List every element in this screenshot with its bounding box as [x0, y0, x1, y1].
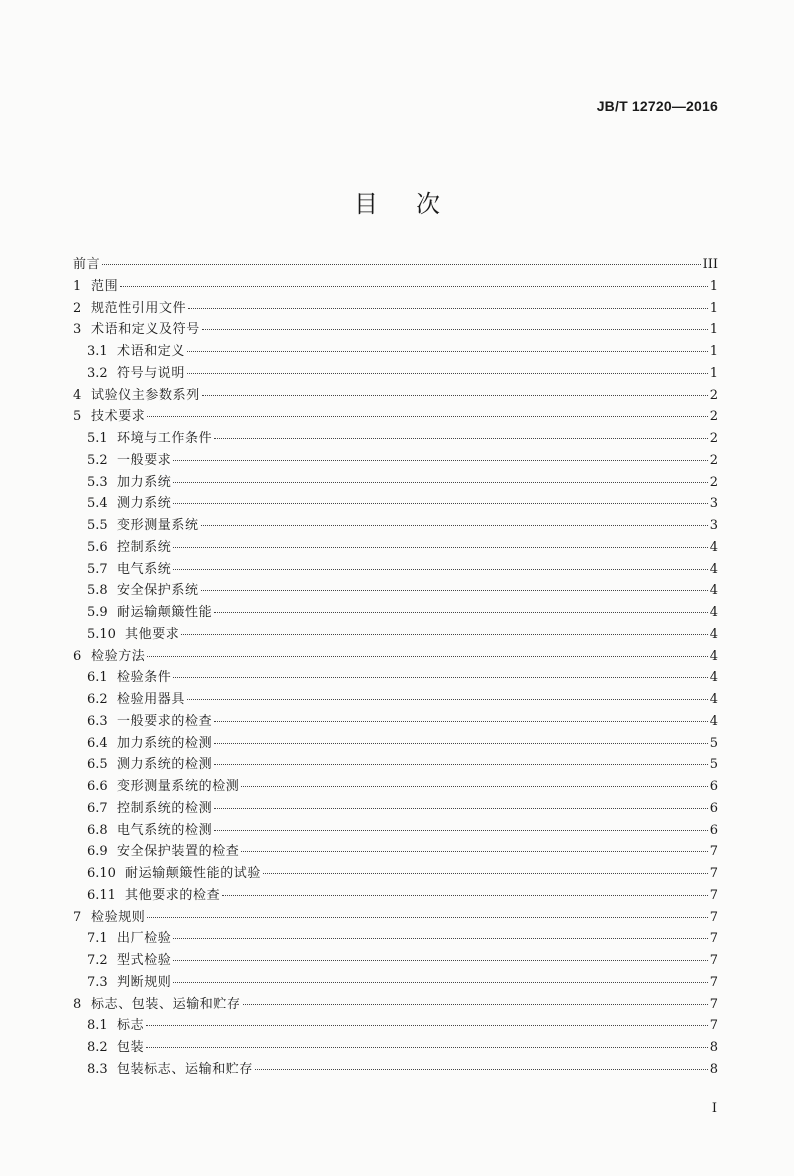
- toc-entry-page: 6: [709, 822, 718, 838]
- toc-entry-number: 4: [73, 387, 82, 403]
- toc-leader-dots: [147, 644, 707, 657]
- toc-entry-number: 6.11: [87, 887, 116, 903]
- toc-entry[interactable]: [73, 711, 718, 733]
- toc-entry-number: 5.8: [87, 583, 108, 599]
- toc-entry-number: 8.1: [87, 1018, 108, 1034]
- toc-entry-number: 8.3: [87, 1061, 108, 1077]
- toc-entry-number: 6.10: [87, 866, 116, 881]
- toc-entry-page: 7: [709, 996, 718, 1012]
- toc-entry-label: 检验方法: [91, 648, 146, 664]
- toc-leader-dots: [173, 665, 707, 678]
- toc-entry-number: 5.6: [87, 539, 108, 555]
- toc-leader-dots: [241, 774, 707, 787]
- toc-leader-dots: [214, 600, 708, 613]
- toc-entry-page: 1: [709, 300, 718, 316]
- toc-entry-page: 5: [709, 757, 718, 773]
- toc-entry-number: 6: [73, 648, 82, 664]
- toc-leader-dots: [146, 1013, 708, 1026]
- toc-entry[interactable]: [73, 646, 718, 668]
- toc-entry-label: 标志、包装、运输和贮存: [91, 996, 241, 1012]
- toc-leader-dots: [263, 861, 708, 874]
- toc-entry[interactable]: [73, 1037, 718, 1059]
- toc-entry-number: 7.2: [87, 953, 108, 968]
- toc-entry-page: 2: [709, 409, 718, 425]
- toc-entry-label: 测力系统: [117, 496, 172, 512]
- toc-leader-dots: [201, 578, 708, 591]
- toc-leader-dots: [202, 317, 708, 330]
- toc-leader-dots: [120, 274, 708, 287]
- toc-leader-dots: [147, 905, 707, 918]
- toc-entry[interactable]: [73, 276, 718, 298]
- toc-entry-page: 4: [709, 692, 718, 707]
- toc-entry-number: 6.4: [87, 735, 108, 751]
- toc-entry-number: 6.5: [87, 757, 108, 773]
- toc-entry[interactable]: [73, 798, 718, 820]
- toc-leader-dots: [243, 992, 708, 1005]
- toc-entry-label: 耐运输颠簸性能: [117, 605, 213, 620]
- toc-entry-number: 2: [73, 300, 82, 316]
- toc-entry-number: 3: [73, 322, 82, 338]
- toc-entry-label: 其他要求: [125, 626, 180, 642]
- toc-entry-page: 4: [709, 648, 718, 664]
- toc-leader-dots: [173, 491, 707, 504]
- toc-leader-dots: [214, 709, 708, 722]
- toc-entry[interactable]: [73, 428, 718, 450]
- toc-entry-page: 4: [709, 583, 718, 599]
- toc-entry-label: 型式检验: [117, 953, 172, 968]
- toc-entry-number: 1: [73, 278, 82, 294]
- toc-leader-dots: [187, 361, 708, 374]
- toc-entry[interactable]: [73, 754, 718, 776]
- toc-entry-page: 8: [709, 1040, 718, 1055]
- toc-entry-page: 7: [709, 1018, 718, 1034]
- toc-entry-label: 电气系统: [117, 561, 172, 577]
- toc-entry-page: 6: [709, 800, 718, 816]
- toc-leader-dots: [187, 687, 708, 700]
- toc-entry-page: 7: [709, 953, 718, 968]
- toc-entry-page: 5: [709, 735, 718, 751]
- toc-entry-page: 2: [709, 452, 718, 468]
- toc-entry[interactable]: [73, 667, 718, 689]
- toc-entry[interactable]: [73, 298, 718, 320]
- toc-entry[interactable]: [73, 363, 718, 385]
- toc-entry-page: 4: [709, 670, 718, 686]
- toc-entry-page: 1: [709, 344, 718, 359]
- toc-entry[interactable]: [73, 450, 718, 472]
- toc-leader-dots: [173, 470, 707, 483]
- toc-entry[interactable]: [73, 1015, 718, 1037]
- toc-entry-label: 判断规则: [117, 974, 172, 990]
- toc-entry-number: 5: [73, 409, 82, 425]
- toc-entry-label: 电气系统的检测: [117, 822, 213, 838]
- toc-entry[interactable]: [73, 928, 718, 950]
- toc-entry-label: 检验用器具: [117, 692, 186, 707]
- toc-entry[interactable]: [73, 559, 718, 581]
- toc-entry-page: 4: [709, 713, 718, 729]
- toc-entry-number: 6.1: [87, 670, 108, 686]
- toc-entry-number: 5.2: [87, 452, 108, 468]
- toc-entry-label: 检验条件: [117, 670, 172, 686]
- toc-entry-label: 控制系统: [117, 539, 172, 555]
- toc-entry-page: 7: [709, 909, 718, 925]
- table-of-contents: [73, 254, 718, 1081]
- toc-entry[interactable]: [73, 472, 718, 494]
- toc-entry[interactable]: [73, 406, 718, 428]
- toc-entry-number: 6.2: [87, 692, 108, 707]
- toc-entry-page: 2: [709, 474, 718, 490]
- toc-entry-number: 7.1: [87, 931, 108, 947]
- toc-entry-number: 5.7: [87, 561, 108, 577]
- toc-entry-label: 安全保护装置的检查: [117, 844, 240, 860]
- toc-entry-page: 7: [709, 887, 718, 903]
- toc-entry-page: 7: [709, 931, 718, 947]
- toc-entry-number: 5.4: [87, 496, 108, 512]
- toc-entry-number: 5.3: [87, 474, 108, 490]
- toc-entry[interactable]: [73, 624, 718, 646]
- toc-entry[interactable]: [73, 950, 718, 972]
- toc-leader-dots: [255, 1057, 708, 1070]
- toc-entry[interactable]: [73, 841, 718, 863]
- toc-entry-number: 5.5: [87, 518, 108, 533]
- toc-entry-label: 控制系统的检测: [117, 800, 213, 816]
- toc-leader-dots: [202, 383, 708, 396]
- toc-entry[interactable]: [73, 319, 718, 341]
- toc-leader-dots: [173, 926, 707, 939]
- toc-leader-dots: [214, 818, 708, 831]
- toc-entry[interactable]: [73, 820, 718, 842]
- toc-entry[interactable]: [73, 972, 718, 994]
- toc-entry-label: 包装标志、运输和贮存: [117, 1061, 254, 1077]
- toc-entry-label: 范围: [91, 278, 119, 294]
- toc-entry-label: 标志: [117, 1018, 145, 1034]
- toc-entry-page: 3: [709, 518, 718, 533]
- toc-entry-page: 4: [709, 605, 718, 620]
- toc-entry-page: 2: [709, 387, 718, 403]
- toc-entry-label: 包装: [117, 1040, 145, 1055]
- toc-entry-label: 变形测量系统的检测: [117, 779, 240, 794]
- toc-entry-label: 出厂检验: [117, 931, 172, 947]
- standard-code: JB/T 12720—2016: [596, 98, 718, 114]
- toc-entry-label: 耐运输颠簸性能的试验: [125, 866, 262, 881]
- toc-entry-label: 一般要求: [117, 452, 172, 468]
- toc-leader-dots: [146, 1035, 708, 1048]
- toc-entry[interactable]: [73, 907, 718, 929]
- toc-entry-number: 7: [73, 909, 82, 925]
- toc-entry[interactable]: [73, 994, 718, 1016]
- toc-leader-dots: [188, 296, 708, 309]
- toc-entry-number: 8: [73, 996, 82, 1012]
- toc-leader-dots: [187, 339, 708, 352]
- toc-entry-label: 加力系统的检测: [117, 735, 213, 751]
- toc-entry[interactable]: [73, 254, 718, 276]
- toc-entry[interactable]: [73, 341, 718, 363]
- toc-entry-number: 6.7: [87, 800, 108, 816]
- toc-entry-label: 技术要求: [91, 409, 146, 425]
- toc-entry-label: 变形测量系统: [117, 518, 199, 533]
- toc-entry[interactable]: [73, 515, 718, 537]
- toc-entry-page: 6: [709, 779, 718, 794]
- toc-entry-page: 7: [709, 974, 718, 990]
- toc-entry[interactable]: [73, 863, 718, 885]
- toc-entry[interactable]: [73, 1059, 718, 1081]
- toc-entry-page: 1: [709, 365, 718, 381]
- toc-leader-dots: [147, 404, 707, 417]
- toc-entry[interactable]: [73, 776, 718, 798]
- toc-entry-label: 试验仪主参数系列: [91, 387, 200, 403]
- toc-entry-label: 符号与说明: [117, 365, 186, 381]
- toc-entry[interactable]: [73, 580, 718, 602]
- toc-entry-page: 8: [709, 1061, 718, 1077]
- page-number: I: [711, 1101, 717, 1116]
- toc-entry-label: 加力系统: [117, 474, 172, 490]
- toc-entry-number: 6.8: [87, 822, 108, 838]
- toc-entry-page: 4: [709, 539, 718, 555]
- toc-leader-dots: [181, 622, 707, 635]
- toc-entry-page: III: [702, 257, 718, 272]
- toc-entry-label: 测力系统的检测: [117, 757, 213, 773]
- toc-entry-page: 1: [709, 322, 718, 338]
- toc-leader-dots: [222, 883, 708, 896]
- toc-entry-number: 3.1: [87, 344, 108, 359]
- toc-entry[interactable]: [73, 733, 718, 755]
- toc-entry-label: 检验规则: [91, 909, 146, 925]
- toc-entry-page: 4: [709, 561, 718, 577]
- toc-entry[interactable]: [73, 689, 718, 711]
- toc-entry-label: 安全保护系统: [117, 583, 199, 599]
- toc-leader-dots: [214, 426, 708, 439]
- page-title: 目次: [354, 190, 478, 218]
- toc-entry-label: 规范性引用文件: [91, 300, 187, 316]
- toc-entry-number: 5.1: [87, 431, 108, 446]
- toc-leader-dots: [201, 513, 708, 526]
- toc-entry-number: 6.3: [87, 713, 108, 729]
- toc-entry-page: 7: [709, 866, 718, 881]
- toc-entry-number: 3.2: [87, 365, 108, 381]
- toc-leader-dots: [214, 796, 708, 809]
- toc-entry-number: 5.9: [87, 605, 108, 620]
- toc-entry[interactable]: [73, 602, 718, 624]
- toc-entry-label: 其他要求的检查: [125, 887, 221, 903]
- toc-leader-dots: [173, 948, 707, 961]
- toc-entry-label: 前言: [73, 257, 101, 272]
- toc-entry-label: 术语和定义: [117, 344, 186, 359]
- toc-leader-dots: [241, 839, 707, 852]
- toc-entry-number: 6.6: [87, 779, 108, 794]
- toc-entry-page: 2: [709, 431, 718, 446]
- toc-entry[interactable]: [73, 537, 718, 559]
- toc-entry-number: 8.2: [87, 1040, 108, 1055]
- toc-entry-label: 一般要求的检查: [117, 713, 213, 729]
- toc-leader-dots: [214, 752, 708, 765]
- toc-entry-number: 6.9: [87, 844, 108, 860]
- toc-entry-label: 术语和定义及符号: [91, 322, 200, 338]
- toc-leader-dots: [173, 535, 707, 548]
- toc-entry-page: 4: [709, 626, 718, 642]
- toc-entry-page: 1: [709, 278, 718, 294]
- toc-entry[interactable]: [73, 885, 718, 907]
- toc-entry-number: 7.3: [87, 974, 108, 990]
- toc-leader-dots: [173, 970, 707, 983]
- toc-entry-page: 3: [709, 496, 718, 512]
- toc-leader-dots: [102, 252, 700, 265]
- toc-leader-dots: [173, 448, 707, 461]
- toc-entry-page: 7: [709, 844, 718, 860]
- toc-entry-number: 5.10: [87, 626, 116, 642]
- toc-entry[interactable]: [73, 493, 718, 515]
- toc-entry-label: 环境与工作条件: [117, 431, 213, 446]
- toc-entry[interactable]: [73, 385, 718, 407]
- toc-leader-dots: [214, 731, 708, 744]
- toc-leader-dots: [173, 557, 707, 570]
